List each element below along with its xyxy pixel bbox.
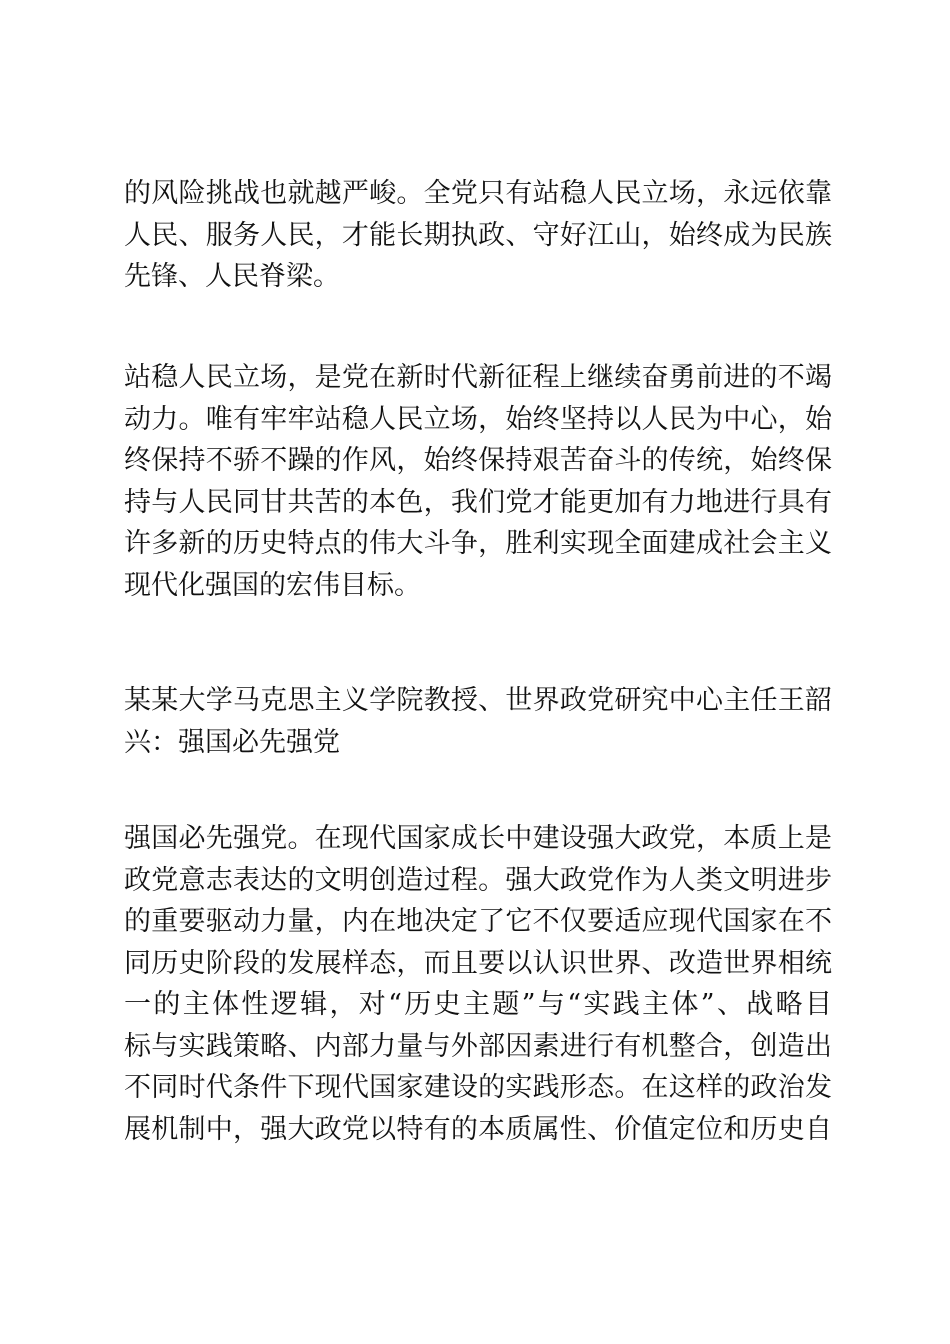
text-line: 现代化强国的宏伟目标。 <box>124 569 421 601</box>
text-line: 先锋、人民脊梁。 <box>124 261 340 292</box>
paragraph-people-stance-motivation <box>124 357 832 606</box>
paragraph-strong-party <box>124 818 832 1150</box>
text-line: 展机制中，强大政党以特有的本质属性、价值定位和历史自 <box>124 1113 832 1145</box>
text-line: 强国必先强党。在现代国家成长中建设强大政党，本质上是 <box>124 823 832 854</box>
paragraph-people-stance-ending <box>124 173 832 298</box>
text-line: 终保持不骄不躁的作风，始终保持艰苦奋斗的传统，始终保 <box>124 445 832 476</box>
text-line: 的风险挑战也就越严峻。全党只有站稳人民立场，永远依靠 <box>124 178 832 209</box>
text-line: 一的主体性逻辑，对“历史主题”与“实践主体”、战略目 <box>124 989 832 1020</box>
text-line: 站稳人民立场，是党在新时代新征程上继续奋勇前进的不竭 <box>124 362 832 393</box>
speaker-heading <box>124 680 832 763</box>
text-line: 许多新的历史特点的伟大斗争，胜利实现全面建成社会主义 <box>124 528 832 559</box>
text-line: 标与实践策略、内部力量与外部因素进行有机整合，创造出 <box>124 1030 832 1062</box>
text-line: 动力。唯有牢牢站稳人民立场，始终坚持以人民为中心，始 <box>124 403 832 435</box>
text-line: 某某大学马克思主义学院教授、世界政党研究中心主任王韶 <box>124 685 832 716</box>
text-line: 人民、服务人民，才能长期执政、守好江山，始终成为民族 <box>124 219 832 251</box>
text-line: 持与人民同甘共苦的本色，我们党才能更加有力地进行具有 <box>124 486 832 518</box>
document-page <box>124 0 832 1344</box>
text-line: 政党意志表达的文明创造过程。强大政党作为人类文明进步 <box>124 864 832 896</box>
text-line: 同历史阶段的发展样态，而且要以认识世界、改造世界相统 <box>124 947 832 979</box>
text-line: 的重要驱动力量，内在地决定了它不仅要适应现代国家在不 <box>124 906 832 937</box>
text-line: 兴：强国必先强党 <box>124 726 340 758</box>
text-line: 不同时代条件下现代国家建设的实践形态。在这样的政治发 <box>124 1072 832 1103</box>
